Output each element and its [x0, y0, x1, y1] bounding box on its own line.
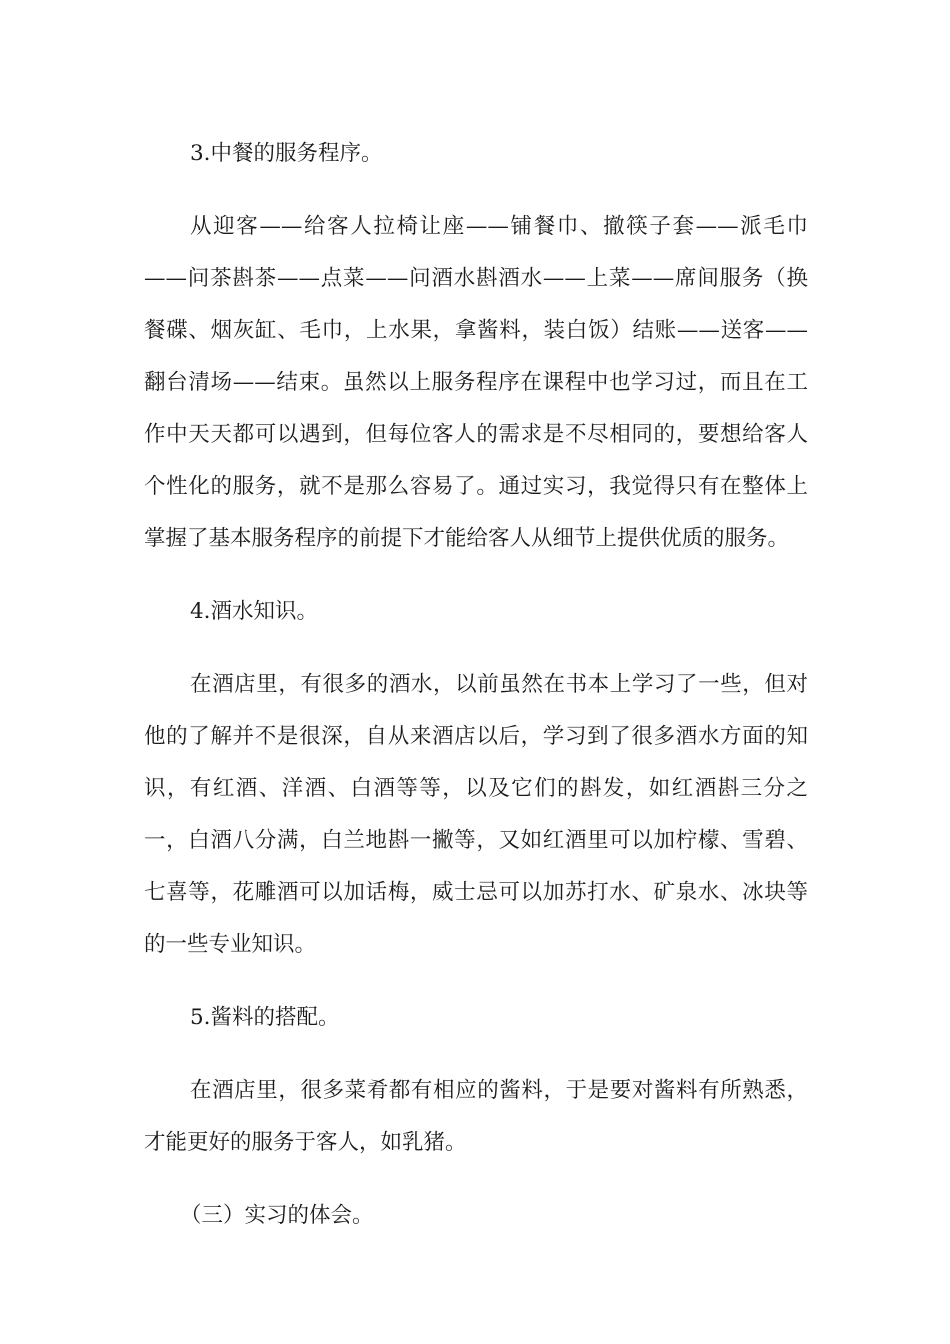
heading-beverage-knowledge: 4.酒水知识。: [190, 599, 319, 624]
heading-sauce-pairing: 5.酱料的搭配。: [190, 1005, 340, 1030]
paragraph-service-procedure: 从迎客——给客人拉椅让座——铺餐巾、撤筷子套——派毛巾——问茶斟茶——点菜——问酒水斟酒水——上菜——席间服务（换餐碟、烟灰缸、毛巾，上水果，拿酱料，装白饭）结账——送客——翻台清场——结束。虽然以上服务程序在课程中也学习过，而且在工作中天天都可以遇到，但每位客人的需求是不尽相同的，要想给客人个性化的服务，就不是那么容易了。通过实习，我觉得只有在整体上掌握了基本服务程序的前提下才能给客人从细节上提供优质的服务。: [144, 214, 808, 551]
paragraph-sauce-pairing: 在酒店里，很多菜肴都有相应的酱料，于是要对酱料有所熟悉，才能更好的服务于客人，如乳猪。: [144, 1078, 808, 1155]
section-internship-reflection: （三）实习的体会。: [180, 1203, 374, 1228]
heading-chinese-service-procedure: 3.中餐的服务程序。: [190, 141, 383, 166]
paragraph-beverage-knowledge: 在酒店里，有很多的酒水，以前虽然在书本上学习了一些，但对他的了解并不是很深，自从来酒店以后，学习到了很多酒水方面的知识，有红酒、洋酒、白酒等等，以及它们的斟发，如红酒斟三分之一，白酒八分满，白兰地斟一撇等，又如红酒里可以加柠檬、雪碧、七喜等，花雕酒可以加话梅，威士忌可以加苏打水、矿泉水、冰块等的一些专业知识。: [144, 672, 808, 957]
document-body: [144, 128, 808, 1242]
